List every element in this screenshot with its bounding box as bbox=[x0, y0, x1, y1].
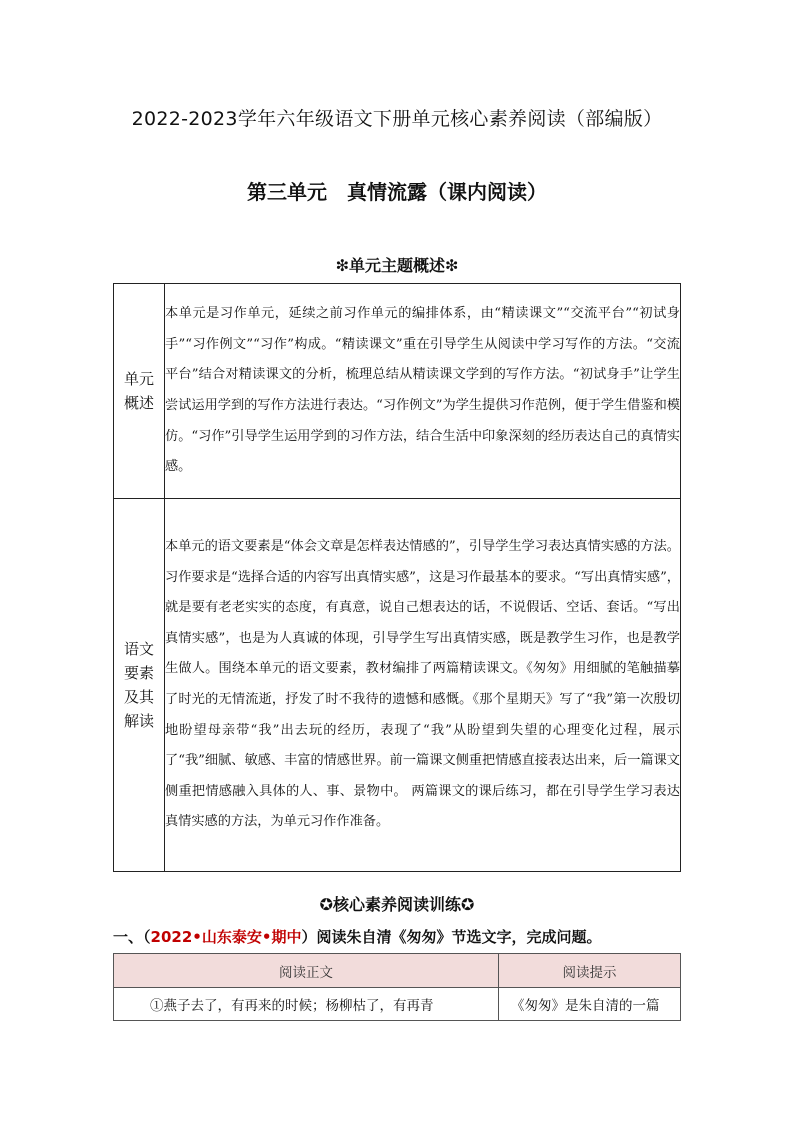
table-row bbox=[114, 988, 681, 1021]
header-reading-text: 阅读正文 bbox=[114, 954, 499, 988]
row-label-summary-text: 单元 概述 bbox=[123, 370, 154, 412]
question-prefix: 一、（ bbox=[113, 928, 151, 946]
header-reading-hint: 阅读提示 bbox=[499, 954, 681, 988]
overview-row-summary bbox=[114, 284, 681, 499]
reading-table-header bbox=[114, 954, 681, 988]
unit-title: 第三单元 真情流露（课内阅读） bbox=[247, 180, 547, 204]
reading-table bbox=[113, 953, 681, 1021]
reading-text-cell: ①燕子去了，有再来的时候；杨柳枯了，有再青 bbox=[114, 988, 499, 1021]
overview-row-elements bbox=[114, 499, 681, 872]
row-label-elements-text: 语文 要素 及其 解读 bbox=[123, 640, 154, 730]
row-content-summary: 本单元是习作单元，延续之前习作单元的编排体系，由“精读课文”“交流平台”“初试身手”“习作例文”“习作”构成。“精读课文”重在引导学生从阅读中学习写作的方法。“交流平台”结合对精读课文的分析，梳理总结从精读课文学到的写作方法。“初试身手”让学生尝试运用学到的写作方法进行表达。“习作例文”为学生提供习作范例，便于学生借鉴和模仿。“习作”引导学生运用学到的习作方法，结合生活中印象深刻的经历表达自己的真情实感。 bbox=[165, 284, 681, 499]
row-label-elements bbox=[114, 499, 165, 872]
question-source: 2022•山东泰安•期中 bbox=[150, 928, 302, 946]
row-content-elements: 本单元的语文要素是“体会文章是怎样表达情感的”，引导学生学习表达真情实感的方法。习作要求是“选择合适的内容写出真情实感”，这是习作最基本的要求。“写出真情实感”，就是要有老老实实的态度，有真意，说自己想表达的话，不说假话、空话、套话。“写出真情实感”，也是为人真诚的体现，引导学生写出真情实感，既是教学生习作，也是教学生做人。围绕本单元的语文要素，教材编排了两篇精读课文。《匆匆》用细腻的笔触描摹了时光的无情流逝，抒发了时不我待的遗憾和感慨。《那个星期天》写了“我”第一次殷切地盼望母亲带“我”出去玩的经历，表现了“我”从盼望到失望的心理变化过程，展示了“我”细腻、敏感、丰富的情感世界。前一篇课文侧重把情感直接表达出来，后一篇课文侧重把情感融入具体的人、事、景物中。 两篇课文的课后练习，都在引导学生学习表达真情实感的方法，为单元习作作准备。 bbox=[165, 499, 681, 872]
question-instruction: ）阅读朱自清《匆匆》节选文字，完成问题。 bbox=[301, 928, 602, 946]
document-title: 2022-2023学年六年级语文下册单元核心素养阅读（部编版） bbox=[131, 108, 663, 130]
overview-section-heading: ❇单元主题概述❇ bbox=[335, 256, 459, 275]
row-label-summary bbox=[114, 284, 165, 499]
training-section-heading: ✪核心素养阅读训练✪ bbox=[319, 895, 475, 914]
reading-hint-cell: 《匆匆》是朱自清的一篇 bbox=[499, 988, 681, 1021]
unit-overview-table bbox=[113, 283, 681, 872]
question-1 bbox=[113, 926, 601, 947]
